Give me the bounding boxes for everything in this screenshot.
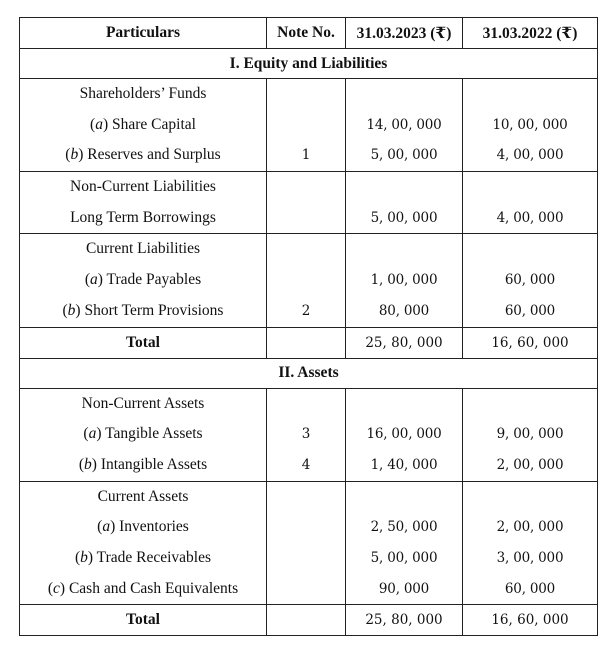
- table-body: [20, 49, 598, 636]
- section-title: I. Equity and Liabilities: [20, 49, 598, 79]
- blank-line: [463, 389, 597, 420]
- amount-2022: 60, 000: [504, 272, 556, 289]
- group-heading: Current Assets: [97, 487, 189, 505]
- header-note-no: Note No.: [267, 18, 346, 49]
- item-label: Reserves and Surplus: [87, 146, 221, 164]
- amount-2023-cell: [346, 481, 463, 605]
- amount-2023: 90, 000: [378, 580, 430, 597]
- section-row: [20, 358, 598, 388]
- group-block: [20, 172, 598, 234]
- group-block: [20, 481, 598, 605]
- total-2023: 25, 80, 000: [346, 327, 463, 358]
- item-marker: (b): [78, 455, 101, 473]
- header-2023: 31.03.2023 (₹): [346, 18, 463, 49]
- note-number: 2: [301, 302, 311, 319]
- item-marker: (b): [62, 301, 85, 319]
- note-cell: [267, 172, 346, 234]
- amount-2023: 80, 000: [378, 302, 430, 319]
- blank-line: [346, 234, 462, 265]
- line-item: [20, 140, 266, 171]
- item-label: Share Capital: [112, 115, 196, 133]
- note-cell: [267, 234, 346, 327]
- amount-2022-cell: [463, 234, 598, 327]
- particulars-cell: [20, 481, 267, 605]
- blank-line: [463, 172, 597, 203]
- blank-line: [267, 482, 345, 513]
- line-item: [20, 419, 266, 450]
- group-heading: Current Liabilities: [85, 240, 201, 258]
- amount-2022: 4, 00, 000: [496, 209, 564, 226]
- blank-line: [267, 389, 345, 420]
- item-label: Tangible Assets: [105, 425, 203, 443]
- line-item: [20, 450, 266, 481]
- blank-line: [463, 79, 597, 110]
- amount-2023-cell: [346, 234, 463, 327]
- line-item: [20, 110, 266, 141]
- total-note: [267, 327, 346, 358]
- blank-line: [463, 482, 597, 513]
- note-number: [267, 265, 345, 296]
- total-2022: 16, 60, 000: [463, 327, 598, 358]
- blank-line: [267, 172, 345, 203]
- line-item: [20, 296, 266, 327]
- item-label: Trade Receivables: [96, 548, 212, 566]
- particulars-cell: [20, 234, 267, 327]
- amount-2023: 2, 50, 000: [370, 519, 438, 536]
- total-label: Total: [20, 327, 267, 358]
- amount-2023: 5, 00, 000: [370, 549, 438, 566]
- particulars-cell: [20, 388, 267, 481]
- group-block: [20, 234, 598, 327]
- amount-2023: 16, 00, 000: [366, 426, 442, 443]
- amount-2022-cell: [463, 388, 598, 481]
- group-heading: Non-Current Liabilities: [70, 178, 216, 196]
- header-row: [20, 18, 598, 49]
- group-heading: Non-Current Assets: [81, 394, 205, 412]
- blank-line: [346, 79, 462, 110]
- amount-2022: 3, 00, 000: [496, 549, 564, 566]
- header-particulars: Particulars: [20, 18, 267, 49]
- amount-2023-cell: [346, 388, 463, 481]
- item-marker: (a): [97, 518, 120, 536]
- item-marker: (a): [90, 115, 113, 133]
- amount-2022: 2, 00, 000: [496, 519, 564, 536]
- amount-2022: 60, 000: [504, 580, 556, 597]
- note-number: [267, 574, 345, 605]
- group-block: [20, 388, 598, 481]
- amount-2023: 5, 00, 000: [370, 147, 438, 164]
- note-number: 4: [301, 456, 311, 473]
- note-number: [267, 543, 345, 574]
- amount-2022: 10, 00, 000: [492, 116, 568, 133]
- blank-line: [463, 234, 597, 265]
- note-number: 1: [301, 147, 311, 164]
- note-number: 3: [301, 426, 311, 443]
- amount-2023: 1, 00, 000: [370, 272, 438, 289]
- line-item: [20, 203, 266, 234]
- blank-line: [346, 389, 462, 420]
- item-marker: (a): [83, 425, 106, 443]
- item-label: Intangible Assets: [100, 455, 208, 473]
- item-marker: (b): [74, 548, 97, 566]
- balance-sheet-table: [19, 17, 598, 636]
- group-block: [20, 79, 598, 172]
- particulars-cell: [20, 172, 267, 234]
- amount-2023: 14, 00, 000: [366, 116, 442, 133]
- item-marker: (c): [47, 579, 69, 597]
- item-label: Cash and Cash Equivalents: [68, 579, 239, 597]
- line-item: [20, 512, 266, 543]
- note-number: [267, 512, 345, 543]
- total-2022: 16, 60, 000: [463, 605, 598, 636]
- item-label: Short Term Provisions: [84, 301, 224, 319]
- note-number: [267, 203, 345, 234]
- item-marker: (a): [84, 271, 107, 289]
- amount-2022: 60, 000: [504, 302, 556, 319]
- total-row: [20, 605, 598, 636]
- amount-2022: 2, 00, 000: [496, 456, 564, 473]
- line-item: [20, 265, 266, 296]
- item-label: Long Term Borrowings: [70, 208, 216, 226]
- total-2023: 25, 80, 000: [346, 605, 463, 636]
- amount-2022: 4, 00, 000: [496, 147, 564, 164]
- total-row: [20, 327, 598, 358]
- item-label: Inventories: [119, 518, 189, 536]
- blank-line: [346, 172, 462, 203]
- blank-line: [346, 482, 462, 513]
- section-row: [20, 49, 598, 79]
- amount-2023-cell: [346, 79, 463, 172]
- blank-line: [267, 234, 345, 265]
- amount-2023: 1, 40, 000: [370, 456, 438, 473]
- blank-line: [267, 79, 345, 110]
- note-cell: [267, 388, 346, 481]
- amount-2022: 9, 00, 000: [496, 426, 564, 443]
- note-cell: [267, 79, 346, 172]
- amount-2023-cell: [346, 172, 463, 234]
- note-number: [267, 110, 345, 141]
- total-label: Total: [20, 605, 267, 636]
- total-note: [267, 605, 346, 636]
- amount-2022-cell: [463, 481, 598, 605]
- group-heading: Shareholders’ Funds: [79, 85, 207, 102]
- amount-2023: 5, 00, 000: [370, 209, 438, 226]
- amount-2022-cell: [463, 79, 598, 172]
- note-cell: [267, 481, 346, 605]
- amount-2022-cell: [463, 172, 598, 234]
- particulars-cell: [20, 79, 267, 172]
- line-item: [20, 543, 266, 574]
- line-item: [20, 574, 266, 605]
- header-2022: 31.03.2022 (₹): [463, 18, 598, 49]
- item-marker: (b): [65, 146, 88, 164]
- item-label: Trade Payables: [106, 271, 202, 289]
- section-title: II. Assets: [20, 358, 598, 388]
